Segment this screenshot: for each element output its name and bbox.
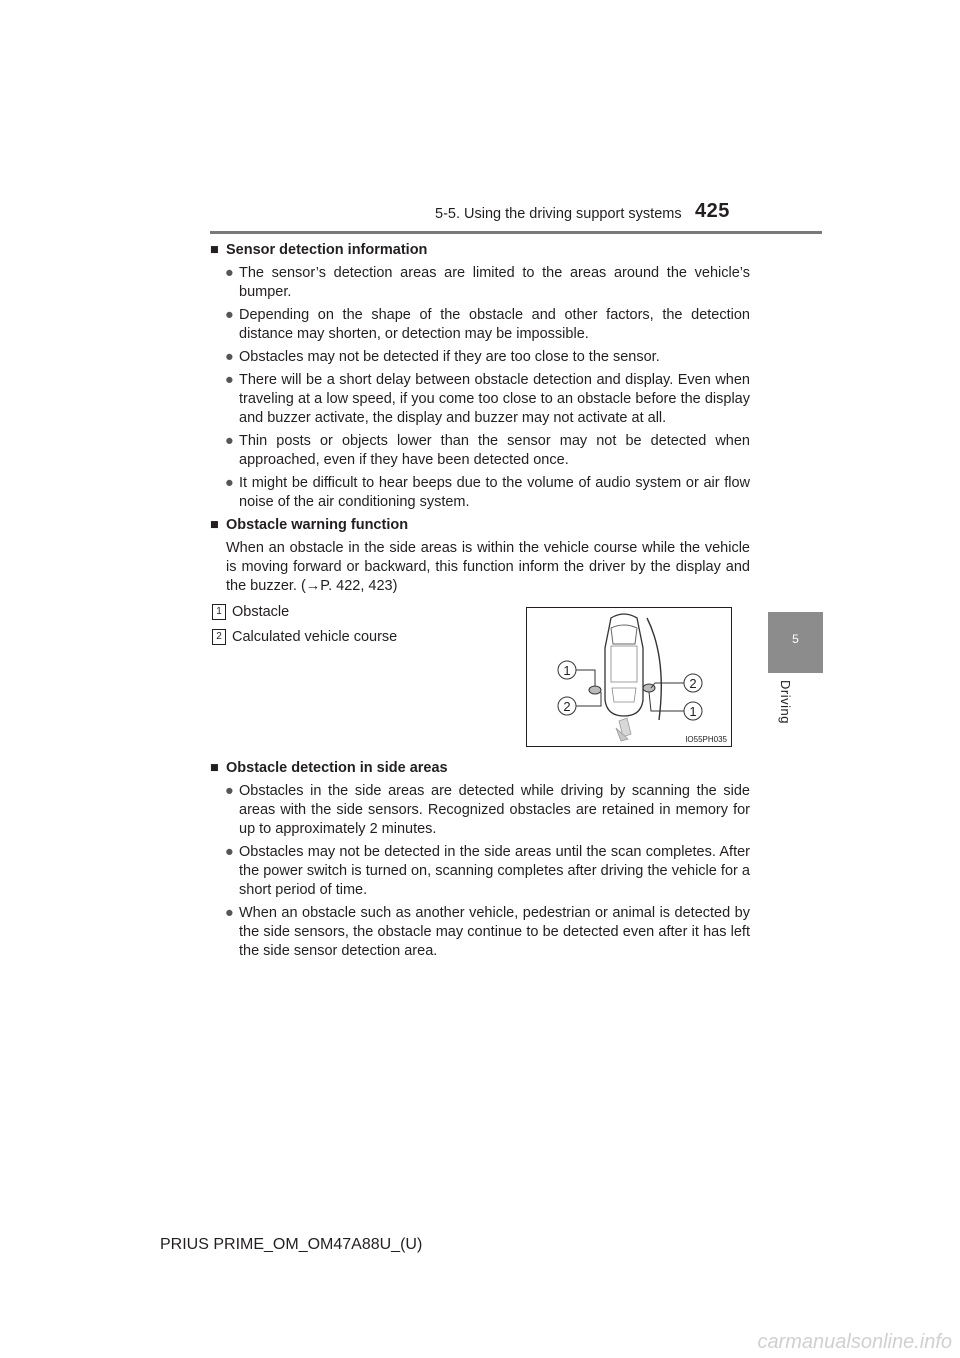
section-heading-text: Sensor detection information [226, 242, 428, 258]
list-item [210, 904, 750, 961]
bullet-dot-icon: ● [225, 783, 234, 799]
vehicle-course-illustration [527, 608, 731, 746]
square-bullet-icon: ■ [210, 242, 219, 258]
figure-code: IO55PH035 [685, 735, 727, 744]
list-item-text: There will be a short delay between obstacle detection and display. Even when traveling at a low speed, if you come too close to an obstacle before the display and buzzer activate, the display and buzzer may not activate at all. [239, 372, 750, 426]
callout-number: 1 [563, 663, 571, 678]
list-item [210, 348, 750, 367]
square-bullet-icon: ■ [210, 760, 219, 776]
bullet-dot-icon: ● [225, 433, 234, 449]
list-item [210, 782, 750, 839]
legend-number: 1 [212, 604, 226, 620]
header-section-title: 5-5. Using the driving support systems [435, 206, 682, 222]
section-heading-text: Obstacle warning function [226, 517, 409, 533]
list-item-text: Depending on the shape of the obstacle and other factors, the detection distance may shorten, or detection may be impossible. [239, 307, 750, 342]
list-item [210, 306, 750, 344]
section-heading [210, 241, 750, 260]
callout-number: 2 [689, 676, 697, 691]
bullet-dot-icon: ● [225, 349, 234, 365]
side-detection-section [210, 759, 750, 965]
legend-item [212, 629, 397, 645]
bullet-dot-icon: ● [225, 372, 234, 388]
chapter-tab-number: 5 [792, 632, 799, 646]
list-item-text: Obstacles may not be detected if they are too close to the sensor. [239, 349, 660, 365]
list-item-text: The sensor’s detection areas are limited to the areas around the vehicle’s bumper. [239, 265, 750, 300]
footer-doc-id: PRIUS PRIME_OM_OM47A88U_(U) [160, 1236, 423, 1253]
list-item [210, 432, 750, 470]
bullet-dot-icon: ● [225, 844, 234, 860]
list-item-text: Thin posts or objects lower than the sensor may not be detected when approached, even if they have been detected once. [239, 433, 750, 468]
legend-label: Obstacle [232, 604, 290, 620]
section-heading [210, 759, 750, 778]
vehicle-course-line [647, 618, 661, 720]
list-item-text: Obstacles may not be detected in the side areas until the scan completes. After the power switch is turned on, scanning completes after driving the vehicle for a short period of time. [239, 844, 750, 898]
header-divider [210, 231, 822, 234]
list-item [210, 474, 750, 512]
callout-number: 1 [689, 704, 697, 719]
legend-item [212, 604, 289, 620]
watermark: carmanualsonline.info [757, 1331, 952, 1353]
section-heading-text: Obstacle detection in side areas [226, 760, 448, 776]
callout-leader [651, 683, 684, 688]
list-item [210, 371, 750, 428]
bullet-dot-icon: ● [225, 307, 234, 323]
legend-number: 2 [212, 629, 226, 645]
legend-label: Calculated vehicle course [232, 629, 398, 645]
section-paragraph: When an obstacle in the side areas is within the vehicle course while the vehicle is moving forward or backward, this function inform the driver by the display and the buzzer. (→P. 422, 423) [226, 540, 750, 594]
bullet-dot-icon: ● [225, 265, 234, 281]
list-item [210, 264, 750, 302]
bullet-dot-icon: ● [225, 475, 234, 491]
obstacle-icon-left [589, 686, 601, 694]
callout-leader [649, 692, 684, 711]
page-number: 425 [695, 200, 730, 222]
callout-leader [576, 670, 595, 686]
obstacle-warning-figure [526, 607, 732, 747]
bullet-dot-icon: ● [225, 905, 234, 921]
list-item-text: It might be difficult to hear beeps due to the volume of audio system or air flow noise of the air conditioning system. [239, 475, 750, 510]
list-item [210, 843, 750, 900]
list-item-text: Obstacles in the side areas are detected while driving by scanning the side areas with the side sensors. Recognized obstacles are retained in memory for up to approximately 2 minutes. [239, 783, 750, 837]
square-bullet-icon: ■ [210, 517, 219, 533]
main-content [210, 241, 750, 600]
list-item-text: When an obstacle such as another vehicle, pedestrian or animal is detected by the side sensors, the obstacle may continue to be detected even after it has left the side sensor detection area. [239, 905, 750, 959]
chapter-tab-label: Driving [778, 680, 793, 724]
callout-number: 2 [563, 699, 571, 714]
section-heading [210, 516, 750, 535]
